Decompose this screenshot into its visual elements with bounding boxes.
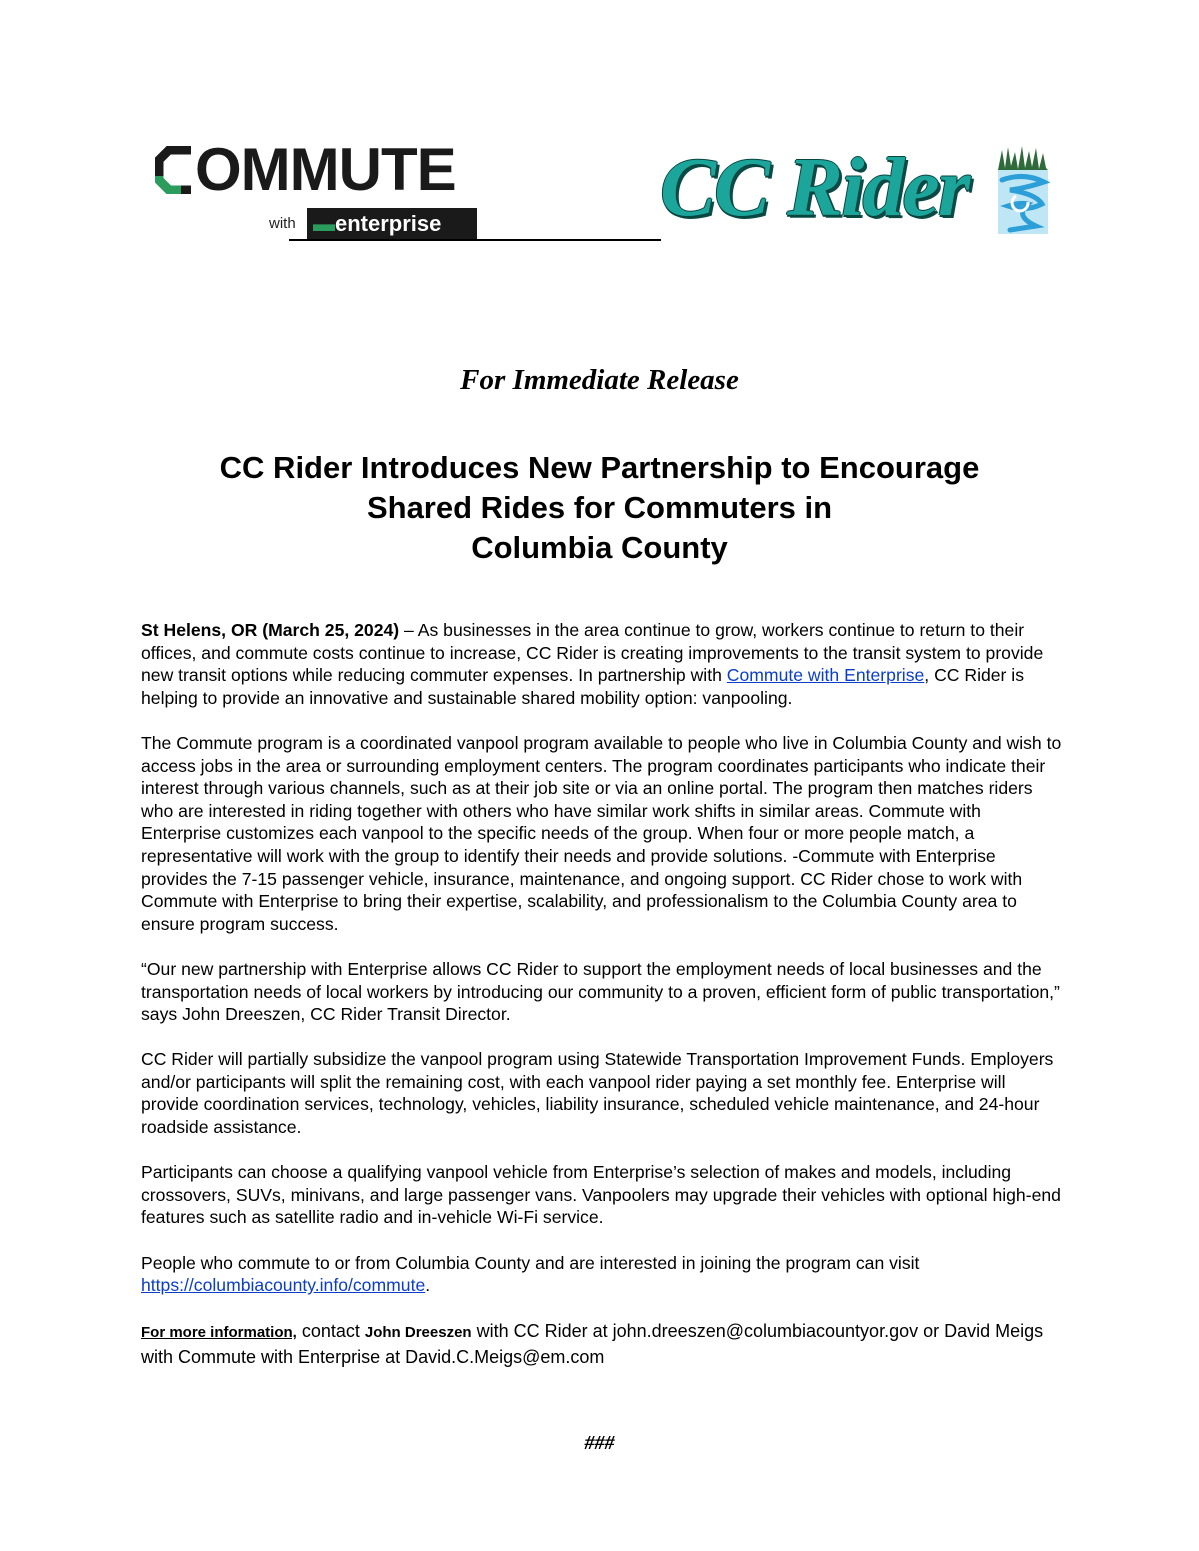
- paragraph-intro-text-a: – As businesses in the area continue to grow, workers continue to return to their offices, and commute costs continue to increase, CC Rider is creating improvements to the transit system to provide new transit options while reducing commuter expenses. In partnership with: [141, 620, 1044, 686]
- commute-with-enterprise-logo: [155, 136, 485, 245]
- commute-with-enterprise-link[interactable]: Commute with Enterprise: [726, 665, 925, 686]
- enterprise-e-mark-icon: ▬: [313, 211, 335, 236]
- dateline: St Helens, OR (March 25, 2024): [141, 620, 400, 640]
- commute-with-text: with: [269, 215, 296, 232]
- paragraph-visit-end: .: [425, 1275, 431, 1296]
- paragraph-vehicles: Participants can choose a qualifying vanpool vehicle from Enterprise’s selection of makes and models, including crossovers, SUVs, minivans, and large passenger vans. Vanpoolers may upgrade their vehicles with optional high-end features such as satellite radio and in-vehicle Wi-Fi service.: [141, 1162, 1061, 1228]
- paragraph-intro-text-b: , CC Rider is helping to provide an innovative and sustainable shared mobility option: vanpooling.: [141, 665, 1025, 708]
- headline-line-3: Columbia County: [471, 530, 728, 565]
- headline: [100, 448, 1099, 568]
- paragraph-funding: CC Rider will partially subsidize the vanpool program using Statewide Transportation Improvement Funds. Employers and/or participants will split the remaining cost, with each vanpool rider paying a set monthly fee. Enterprise will provide coordination services, technology, vehicles, liability insurance, scheduled vehicle maintenance, and 24-hour roadside assistance.: [141, 1049, 1054, 1138]
- paragraph-program: The Commute program is a coordinated vanpool program available to people who live in Columbia County and wish to access jobs in the area or surrounding employment centers. The program coordinates participants who indicate their interest through various channels, such as at their job site or via an online portal. The program then matches riders who are interested in riding together with others who have similar work shifts in similar areas. Commute with Enterprise customizes each vanpool to the specific needs of the group. When four or more people match, a representative will work with the group to identify their needs and provide solutions. -Commute with Enterprise provides the 7-15 passenger vehicle, insurance, maintenance, and ongoing support. CC Rider chose to work with Commute with Enterprise to bring their expertise, scalability, and professionalism to the Columbia County area to ensure program success.: [141, 732, 1062, 934]
- headline-line-2: Shared Rides for Commuters in: [366, 490, 833, 525]
- cc-rider-wordmark: CC Rider: [660, 141, 969, 234]
- commute-info-link[interactable]: https://columbiacounty.info/commute: [141, 1275, 426, 1296]
- headline-line-1: CC Rider Introduces New Partnership to Encourage: [219, 450, 980, 485]
- enterprise-wordmark-text: enterprise: [335, 211, 442, 236]
- paragraph-contact: [141, 1319, 1066, 1369]
- header-rule: [289, 239, 661, 241]
- contact-text-b: with CC Rider at john.dreeszen@columbiacountyor.gov or David Meigs with Commute with Enterprise at David.C.Meigs@em.com: [141, 1321, 1044, 1368]
- commute-wordmark-letters: OMMUTE: [195, 136, 456, 203]
- enterprise-wordmark: [307, 208, 477, 240]
- contact-label: For more information,: [141, 1324, 297, 1342]
- cc-rider-logo: [660, 140, 1055, 240]
- cc-rider-emblem-icon: [996, 144, 1050, 236]
- release-label: For Immediate Release: [460, 364, 739, 396]
- press-release-body: [141, 619, 1066, 1392]
- end-mark: ###: [584, 1432, 615, 1454]
- paragraph-intro: [141, 619, 1066, 709]
- contact-name: John Dreeszen: [364, 1324, 472, 1342]
- paragraph-visit: [141, 1252, 1066, 1297]
- paragraph-quote: “Our new partnership with Enterprise allows CC Rider to support the employment needs of local businesses and the transportation needs of local workers by introducing our community to a proven, efficient form of public transportation,” says John Dreeszen, CC Rider Transit Director.: [141, 958, 1060, 1025]
- contact-text-a: contact: [296, 1321, 365, 1342]
- commute-c-mark-icon: [155, 146, 193, 194]
- paragraph-visit-text: People who commute to or from Columbia County and are interested in joining the program can visit: [141, 1252, 920, 1273]
